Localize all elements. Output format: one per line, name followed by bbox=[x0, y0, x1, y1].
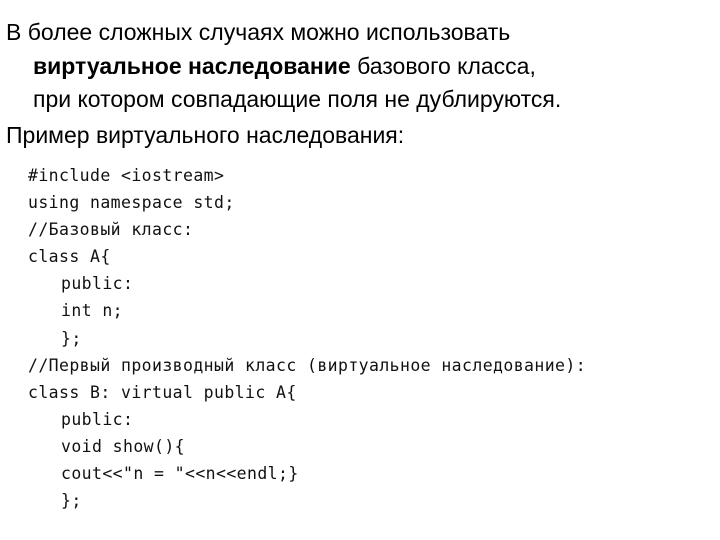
code-block bbox=[28, 162, 718, 514]
code-line-int-n: int n; bbox=[61, 301, 124, 321]
code-line-comment-derived: //Первый производный класс (виртуальное наследование): bbox=[28, 355, 587, 375]
code-line-using: using namespace std; bbox=[28, 193, 235, 213]
code-line-public-a: public: bbox=[61, 274, 134, 294]
intro-line-1 bbox=[6, 18, 510, 46]
code-line-include: #include <iostream> bbox=[28, 166, 225, 185]
intro-line-1-text: В более сложных случаях можно использовать bbox=[6, 19, 511, 45]
example-heading-text: Пример виртуального наследования: bbox=[6, 122, 405, 148]
intro-line-3 bbox=[33, 85, 561, 113]
code-line-cout: cout<<"n = "<<n<<endl;} bbox=[61, 464, 299, 484]
code-line-void-show: void show(){ bbox=[61, 436, 186, 456]
code-line-class-b: class B: virtual public A{ bbox=[28, 382, 297, 402]
code-line-public-b: public: bbox=[61, 409, 134, 429]
code-line-close-b: }; bbox=[61, 491, 82, 511]
intro-line-2 bbox=[33, 52, 536, 80]
example-heading bbox=[6, 121, 404, 149]
intro-line-3-text: при котором совпадающие поля не дублируются. bbox=[33, 86, 562, 112]
code-line-comment-base: //Базовый класс: bbox=[28, 220, 194, 240]
code-line-close-a: }; bbox=[61, 328, 82, 348]
code-line-class-a: class A{ bbox=[28, 247, 111, 267]
intro-line-2-rest: базового класса, bbox=[350, 53, 536, 79]
virtual-inheritance-term: виртуальное наследование bbox=[33, 53, 351, 79]
